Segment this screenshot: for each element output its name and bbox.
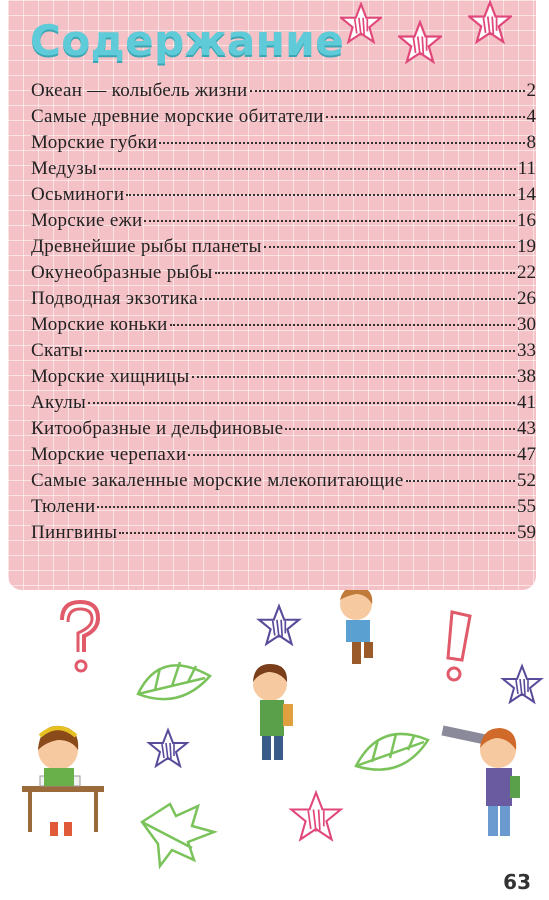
child-figure [441, 726, 520, 836]
toc-entry: Медузы 11 [31, 158, 536, 179]
toc-entry: Самые древние морские обитатели 4 [31, 106, 536, 127]
star-icon [468, 0, 512, 44]
star-icon [291, 793, 340, 840]
child-figure [253, 664, 293, 760]
star-icon [340, 2, 382, 44]
child-figure [22, 726, 104, 836]
toc-entry: Окунеобразные рыбы 22 [31, 262, 536, 283]
question-mark-icon [62, 602, 98, 671]
toc-entry: Акулы 41 [31, 392, 536, 413]
toc-entry: Океан — колыбель жизни 2 [31, 80, 536, 101]
toc-entry: Морские черепахи 47 [31, 444, 536, 465]
toc-entry: Морские коньки 30 [31, 314, 536, 335]
exclamation-mark-icon [448, 612, 470, 680]
child-figure [340, 590, 373, 664]
toc-entry: Скаты 33 [31, 340, 536, 361]
toc-entry: Древнейшие рыбы планеты 19 [31, 236, 536, 257]
contents-title: Содержание [30, 16, 345, 65]
star-icon [149, 730, 187, 766]
toc-entry: Подводная экзотика 26 [31, 288, 536, 309]
leaf-icon [138, 662, 210, 699]
toc-entry: Морские ежи 16 [31, 210, 536, 231]
toc-entry: Тюлени 55 [31, 496, 536, 517]
toc-entry: Осьминоги 14 [31, 184, 536, 205]
leaf-icon [356, 734, 428, 770]
star-icon [398, 20, 442, 64]
leaf-icon [142, 804, 214, 866]
contents-panel [8, 0, 536, 590]
page-number: 63 [503, 870, 531, 894]
star-icon [503, 666, 541, 702]
star-icon [259, 606, 299, 644]
toc-entry: Морские хищницы 38 [31, 366, 536, 387]
illustration-area [0, 590, 549, 900]
toc-entry: Китообразные и дельфиновые 43 [31, 418, 536, 439]
toc-entry: Самые закаленные морские млекопитающие 52 [31, 470, 536, 491]
toc-entry: Морские губки 8 [31, 132, 536, 153]
contents-list [31, 80, 536, 548]
toc-entry: Пингвины 59 [31, 522, 536, 543]
